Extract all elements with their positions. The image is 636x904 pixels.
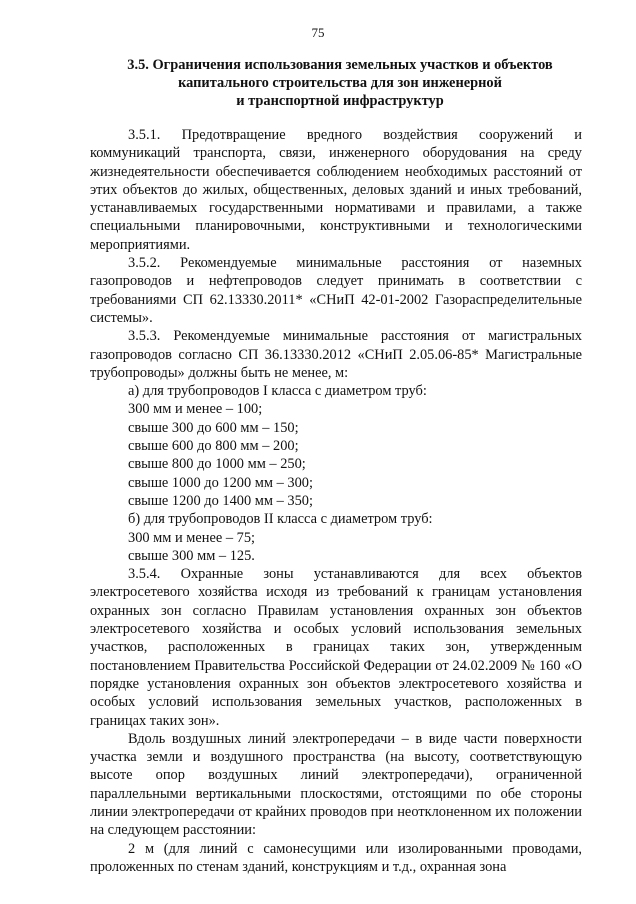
list-item: 300 мм и менее – 75;: [128, 529, 256, 546]
paragraph-overhead-lines: Вдоль воздушных линий электропередачи – в виде части поверхности участка земли и воздушного пространства (на высоту, соответствующую высоте опор воздушных линий электропередачи), ограниченной параллельными вертикальными плоскостями, отстоящими по обе стороны линии электропередачи от крайних проводов при неотклоненном их положении на следующем расстоянии:: [90, 730, 582, 839]
paragraph-3-5-2: 3.5.2. Рекомендуемые минимальные расстояния от наземных газопроводов и нефтепроводов следует принимать в соответствии с требованиями СП 62.13330.2011* «СНиП 42-01-2002 Газораспределительные системы».: [90, 255, 582, 326]
list-item: свыше 300 мм – 125.: [128, 547, 255, 564]
heading-line-2: капитального строительства для зон инженерной: [178, 75, 502, 91]
list-item: свыше 300 до 600 мм – 150;: [128, 419, 299, 436]
paragraph-3-5-3: 3.5.3. Рекомендуемые минимальные расстояния от магистральных газопроводов согласно СП 36.13330.2012 «СНиП 2.05.06-85* Магистральные трубопроводы» должны быть не менее, м:: [90, 328, 582, 381]
list-header-class-1: а) для трубопроводов I класса с диаметром труб:: [128, 383, 427, 400]
section-heading: [90, 56, 590, 110]
heading-line-3: и транспортной инфраструктур: [236, 93, 444, 109]
list-item: свыше 800 до 1000 мм – 250;: [128, 456, 306, 473]
list-item: свыше 1200 до 1400 мм – 350;: [128, 492, 313, 509]
list-header-class-2: б) для трубопроводов II класса с диаметром труб:: [128, 511, 433, 528]
paragraph-3-5-1: 3.5.1. Предотвращение вредного воздействия сооружений и коммуникаций транспорта, связи, инженерного оборудования на среду жизнедеятельности обеспечивается соблюдением необходимых расстояний от этих объектов до жилых, общественных, деловых зданий и иных требований, устанавливаемых государственными нормативами и правилами, а также специальными планировочными, конструктивными и технологическими мероприятиями.: [90, 127, 582, 253]
heading-line-1: 3.5. Ограничения использования земельных участков и объектов: [127, 57, 553, 73]
paragraph-2m-distance: 2 м (для линий с самонесущими или изолированными проводами, проложенных по стенам зданий, конструкциям и т.д., охранная зона: [90, 840, 582, 875]
paragraph-3-5-4: 3.5.4. Охранные зоны устанавливаются для всех объектов электросетевого хозяйства исходя из требований к границам установления охранных зон согласно Правилам установления охранных зон объектов электросетевого хозяйства и особых условий использования земельных участков, расположенных в границах таких зон, утвержденным постановлением Правительства Российской Федерации от 24.02.2009 № 160 «О порядке установления охранных зон объектов электросетевого хозяйства и особых условий использования земельных участков, расположенных в границах таких зон».: [90, 566, 582, 729]
list-item: свыше 1000 до 1200 мм – 300;: [128, 474, 313, 491]
list-item: 300 мм и менее – 100;: [128, 401, 263, 418]
page-number: 75: [311, 25, 325, 40]
list-item: свыше 600 до 800 мм – 200;: [128, 438, 299, 455]
document-body: [90, 126, 582, 876]
